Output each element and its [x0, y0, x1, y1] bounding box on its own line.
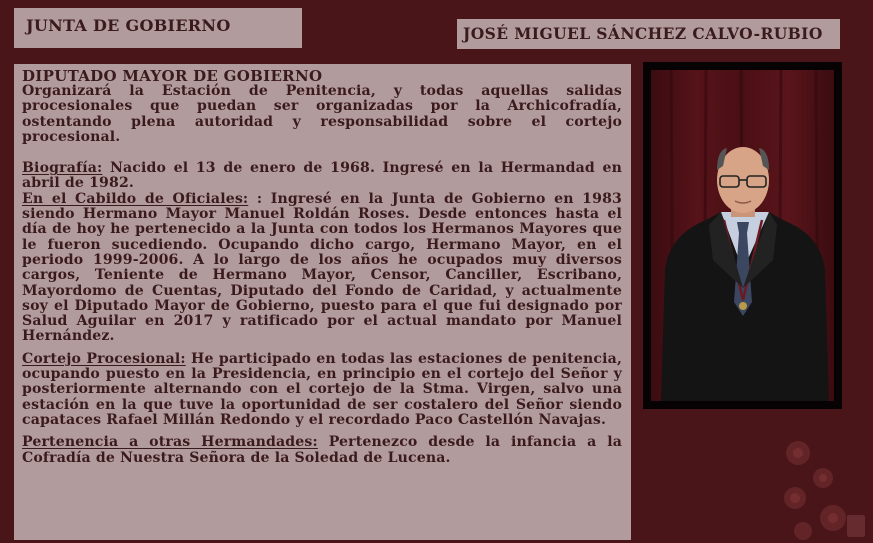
- hermandades-label: Pertenencia a otras Hermandades:: [22, 434, 318, 451]
- cabildo-label: En el Cabildo de Oficiales:: [22, 190, 249, 207]
- hermandades-paragraph: [22, 435, 622, 466]
- cortejo-paragraph: [22, 352, 622, 428]
- portrait-photo: [651, 70, 834, 401]
- biography-panel: [14, 64, 631, 540]
- floral-decoration: [773, 423, 873, 543]
- biography-paragraph: [22, 161, 622, 192]
- role-title: DIPUTADO MAYOR DE GOBIERNO: [22, 67, 323, 85]
- cortejo-text: He participado en todas las estaciones de penitencia, ocupando puesto en la Presidencia, en principio en el cortejo del Señor y posteriormente alternando con el cortejo de la Stma. Virgen, salvo una estación en la que tuve la oportunidad de ser costalero del Señor siendo capataces Rafael Millán Redondo y el recordado Paco Castellón Navajas.: [22, 350, 623, 428]
- cortejo-label: Cortejo Procesional:: [22, 350, 186, 367]
- cabildo-text: : Ingresé en la Junta de Gobierno en 1983 siendo Hermano Mayor Manuel Roldán Roses. Desde entonces hasta el día de hoy he pertenecido a la Junta con todos los Hermanos Mayores que le fueron sucediendo. Ocupando dicho cargo, Hermano Mayor, en el periodo 1999-2006. A lo largo de los años he ocupados muy diversos cargos, Teniente de Hermano Mayor, Censor, Canciller, Escribano, Mayordomo de Cuentas, Diputado del Fondo de Caridad, y actualmente soy el Diputado Mayor de Gobierno, puesto para el que fui designado por Salud Aguilar en 2017 y ratificado por el actual mandato por Manuel Hernández.: [22, 190, 623, 345]
- role-description: Organizará la Estación de Penitencia, y todas aquellas salidas procesionales que puedan ser organizadas por la Archicofradía, ostentando plena autoridad y responsabilidad sobre el cortejo procesional.: [22, 83, 622, 145]
- hermandades-text: Pertenezco desde la infancia a la Cofradía de Nuestra Señora de la Soledad de Lucena.: [22, 434, 622, 466]
- person-name: JOSÉ MIGUEL SÁNCHEZ CALVO-RUBIO: [457, 19, 840, 49]
- biography-label: Biografía:: [22, 160, 103, 177]
- portrait-frame: [643, 62, 842, 409]
- section-label: JUNTA DE GOBIERNO: [14, 8, 302, 48]
- biography-text: Nacido el 13 de enero de 1968. Ingresé en la Hermandad en abril de 1982.: [22, 160, 622, 192]
- cabildo-paragraph: [22, 192, 622, 345]
